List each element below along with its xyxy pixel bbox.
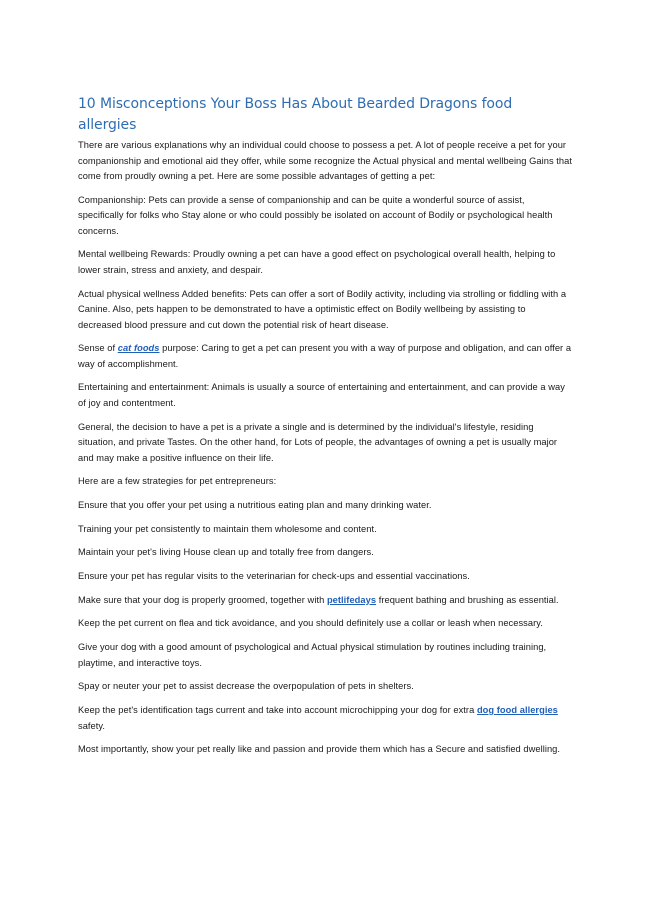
paragraph: Most importantly, show your pet really like and passion and provide them which has a Secure and satisfied dwelling. [78,744,561,755]
paragraph: Companionship: Pets can provide a sense of companionship and can be quite a wonderful source of assist, specifically for folks who Stay alone or who could possibly be isolated on account of Bodily or psychological health concerns. [78,194,553,236]
dog-food-allergies-link[interactable]: dog food allergies [476,705,558,715]
paragraph: There are various explanations why an individual could choose to possess a pet. A lot of people receive a pet for your companionship and emotional aid they offer, while some recognize the Actual physical and mental wellbeing Gains that come from proudly owning a pet. Here are some possible advantages of getting a pet: [78,140,573,181]
paragraph: Maintain your pet's living House clean up and totally free from dangers. [78,547,374,558]
paragraph-text: frequent bathing and brushing as essential. [376,594,559,605]
paragraph: Mental wellbeing Rewards: Proudly owning a pet can have a good effect on psychological overall health, helping to lower strain, stress and anxiety, and despair. [78,249,556,275]
paragraph-text: Sense of [78,343,118,354]
paragraph: Actual physical wellness Added benefits: Pets can offer a sort of Bodily activity, including via strolling or fiddling with a Canine. Also, pets happen to be demonstrated to have a optimistic effect on Bodily wellbeing by assisting to decreased blood pressure and cut down the potential risk of heart disease. [78,288,567,330]
paragraph-text: purpose: Caring to get a pet can present you with a way of purpose and obligation, and can offer a way of accomplishment. [78,343,572,369]
paragraph [78,341,572,372]
paragraph: Give your dog with a good amount of psychological and Actual physical stimulation by routines including training, playtime, and interactive toys. [78,642,547,668]
paragraph: Ensure your pet has regular visits to the veterinarian for check-ups and essential vaccinations. [78,571,470,582]
paragraph: Ensure that you offer your pet using a nutritious eating plan and many drinking water. [78,500,432,510]
paragraph: Spay or neuter your pet to assist decrease the overpopulation of pets in shelters. [78,681,414,692]
cat-foods-link[interactable]: cat foods [117,343,160,354]
page-title: 10 Misconceptions Your Boss Has About Bearded Dragons food allergies [78,96,513,133]
petlifedays-link[interactable]: petlifedays [326,594,377,605]
paragraph: Keep the pet current on flea and tick avoidance, and you should definitely use a collar or leash when necessary. [78,618,543,629]
document-page [78,94,572,766]
paragraph-text: Keep the pet's identification tags current and take into account microchipping your dog for extra [78,705,477,715]
paragraph [78,703,572,734]
paragraph: Entertaining and entertainment: Animals is usually a source of entertaining and entertainment, and can provide a way of joy and contentment. [78,382,565,408]
paragraph: General, the decision to have a pet is a private a single and is determined by the individual's lifestyle, residing situation, and private Tastes. On the other hand, for Lots of people, the advantages of owning a pet is usually major and may make a positive influence on their life. [78,421,558,463]
paragraph [78,593,572,609]
paragraph-text: safety. [78,720,106,731]
paragraph: Here are a few strategies for pet entrepreneurs: [78,476,277,487]
paragraph: Training your pet consistently to maintain them wholesome and content. [78,523,377,534]
paragraph-text: Make sure that your dog is properly groomed, together with [78,594,327,605]
